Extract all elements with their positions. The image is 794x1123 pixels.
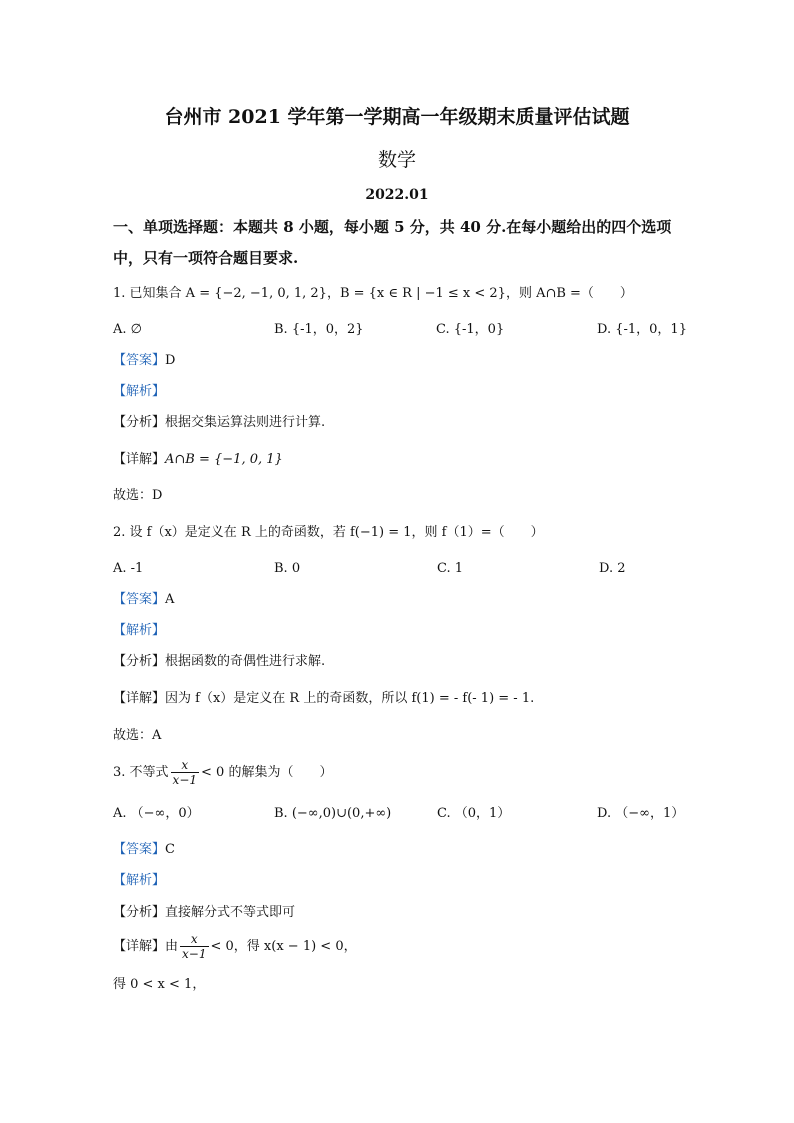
fraction-numerator: x: [171, 758, 199, 773]
q2-xiangjie: [113, 690, 534, 708]
xiangjie-text: A∩B = {−1, 0, 1}: [165, 452, 283, 467]
q1-fenxi: [113, 414, 325, 432]
xiangjie-label: 【详解】: [113, 691, 166, 706]
q2-option-c: C. 1: [437, 561, 464, 576]
q3-option-b: B. (−∞,0)∪(0,+∞): [274, 806, 392, 821]
q3-stem-suffix: < 0 的解集为（ ）: [201, 765, 333, 780]
xiangjie-prefix: 由: [165, 939, 179, 954]
q3-option-c: C. （0，1）: [437, 806, 511, 821]
q3-xiangjie: [113, 929, 357, 965]
q1-option-a: A. ∅: [113, 322, 142, 337]
exam-date: 2022.01: [365, 187, 429, 203]
guxuan-label: 故选：: [113, 488, 153, 503]
q3-answer: [113, 841, 175, 859]
q2-answer: [113, 591, 174, 609]
xiangjie-label: 【详解】: [113, 452, 166, 467]
q2-final: [113, 727, 161, 745]
fenxi-label: 【分析】: [113, 654, 166, 669]
q1-answer: [113, 352, 175, 370]
q1-stem: 1. 已知集合 A = {−2, −1, 0, 1, 2}，B = {x ∈ R | −1 ≤ x < 2}，则 A∩B =（ ）: [113, 286, 633, 301]
q1-final: [113, 487, 162, 505]
fenxi-label: 【分析】: [113, 415, 166, 430]
q3-analysis-label: 【解析】: [113, 873, 166, 888]
fenxi-text: 根据交集运算法则进行计算.: [165, 415, 326, 430]
answer-label: 【答案】: [113, 353, 166, 368]
answer-label: 【答案】: [113, 842, 166, 857]
fenxi-text: 直接解分式不等式即可: [165, 905, 296, 920]
fraction-denominator: x−1: [182, 947, 207, 961]
final-answer: A: [152, 728, 162, 743]
xiangjie-label: 【详解】: [113, 939, 166, 954]
q2-fenxi: [113, 653, 325, 671]
q3-fraction: [171, 758, 199, 787]
q3-stem: [113, 755, 332, 791]
q3-option-d: D. （−∞，1）: [597, 806, 685, 821]
guxuan-label: 故选：: [113, 728, 153, 743]
q1-option-d: D. {-1，0，1}: [597, 322, 687, 337]
q2-option-a: A. -1: [113, 561, 144, 576]
q3-stem-prefix: 3. 不等式: [113, 765, 169, 780]
fenxi-text: 根据函数的奇偶性进行求解.: [165, 654, 326, 669]
q1-option-c: C. {-1，0}: [436, 322, 505, 337]
section-heading-line2: 中，只有一项符合题目要求.: [113, 249, 299, 267]
q3-last-line: 得 0 < x < 1，: [113, 977, 206, 992]
q3-detail-fraction: [180, 932, 208, 961]
section-heading-line1: 一、单项选择题：本题共 8 小题，每小题 5 分，共 40 分.在每小题给出的四个选项: [113, 218, 672, 236]
answer-label: 【答案】: [113, 592, 166, 607]
xiangjie-suffix: < 0，得 x(x − 1) < 0，: [210, 939, 357, 954]
q3-option-a: A. （−∞，0）: [113, 806, 200, 821]
answer-value: D: [165, 353, 176, 368]
q2-analysis-label: 【解析】: [113, 623, 166, 638]
xiangjie-text: 因为 f（x）是定义在 R 上的奇函数，所以 f(1) = - f(- 1) = - 1.: [165, 691, 535, 706]
fenxi-label: 【分析】: [113, 905, 166, 920]
q2-option-d: D. 2: [599, 561, 626, 576]
q1-option-b: B. {-1，0，2}: [274, 322, 364, 337]
fraction-numerator: x: [180, 932, 208, 947]
subject-title: 数学: [377, 149, 416, 171]
fraction-denominator: x−1: [172, 773, 198, 787]
q2-option-b: B. 0: [274, 561, 301, 576]
q1-analysis-label: 【解析】: [113, 384, 166, 399]
answer-value: A: [165, 592, 175, 607]
q1-xiangjie: [113, 451, 283, 469]
answer-value: C: [165, 842, 175, 857]
q2-stem: 2. 设 f（x）是定义在 R 上的奇函数，若 f(−1) = 1，则 f（1）=（ ）: [113, 525, 544, 540]
q3-fenxi: [113, 904, 295, 922]
page-title: 台州市 2021 学年第一学期高一年级期末质量评估试题: [164, 106, 630, 128]
final-answer: D: [152, 488, 163, 503]
